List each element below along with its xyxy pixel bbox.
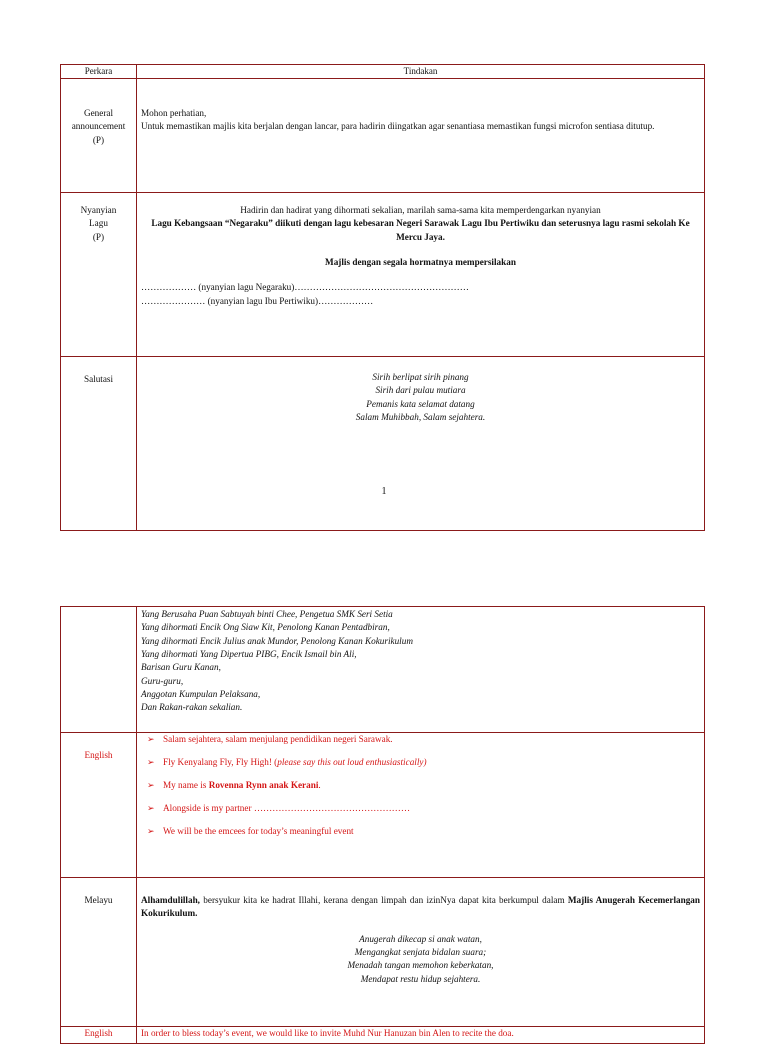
- melayu-content: [137, 878, 705, 1027]
- header-perkara: Perkara: [61, 65, 137, 79]
- poem-line: Sirih dari pulau mutiara: [375, 385, 466, 396]
- general-label: [61, 79, 137, 193]
- greetings-label-empty: [61, 607, 137, 733]
- arrow-bullet-icon: ➢: [147, 734, 155, 744]
- english-item-end: .: [318, 779, 321, 790]
- general-line2: Untuk memastikan majlis kita berjalan dengan lancar, para hadirin diingatkan agar senantiasa memastikan fungsi microfon sentiasa ditutup.: [141, 121, 655, 132]
- greeting-line: Yang Berusaha Puan Sabtuyah binti Chee, Pengetua SMK Seri Setia: [141, 609, 393, 619]
- nyanyian-line2: Lagu Kebangsaan “Negaraku” diikuti dengan lagu kebesaran Negeri Sarawak Lagu Ibu Pertiwiku dan seterusnya lagu rasmi sekolah Ke Mercu Jaya.: [151, 218, 690, 242]
- english-label: English: [61, 733, 137, 878]
- greeting-line: Dan Rakan-rakan sekalian.: [141, 702, 243, 713]
- english-item: [147, 780, 704, 792]
- nyanyian-content: [137, 193, 705, 357]
- label-line: Lagu: [89, 218, 108, 229]
- english-item-text: My name is: [163, 779, 209, 790]
- greeting-line: Barisan Guru Kanan,: [141, 662, 221, 673]
- english-item-note: please say this out loud enthusiastically): [277, 756, 427, 767]
- english-item: [147, 826, 704, 838]
- label-line: General: [83, 108, 114, 119]
- melayu-label: Melayu: [61, 878, 137, 1027]
- header-tindakan: Tindakan: [137, 65, 705, 79]
- general-line1: Mohon perhatian,: [141, 108, 207, 119]
- page-number: 1: [381, 486, 387, 497]
- label-line: Nyanyian: [80, 205, 117, 216]
- poem-line: Anugerah dikecap si anak watan,: [359, 933, 482, 944]
- nyanyian-line1: Hadirin dan hadirat yang dihormati sekalian, marilah sama-sama kita memperdengarkan nyanyian: [240, 205, 601, 216]
- general-content: [137, 79, 705, 193]
- label-line: announcement: [71, 121, 126, 132]
- arrow-bullet-icon: ➢: [147, 825, 155, 836]
- doa-content: [137, 1027, 705, 1044]
- salutasi-label: Salutasi: [61, 357, 137, 531]
- poem-line: Mendapat restu hidup sejahtera.: [360, 973, 481, 984]
- english-item: [147, 757, 704, 769]
- emcee-name: Rovenna Rynn anak Kerani: [208, 779, 319, 790]
- melayu-text: bersyukur kita ke hadrat Illahi, kerana dengan limpah dan izinNya dapat kita berkumpul dalam: [199, 895, 568, 905]
- melayu-paragraph: [141, 894, 700, 921]
- english-item-text: Alongside is my partner ……………………………………………: [163, 802, 411, 813]
- majlis-name: Majlis Anugerah Kecemerlangan Kokurikulum.: [141, 895, 701, 919]
- greeting-line: Anggotan Kumpulan Pelaksana,: [141, 689, 261, 700]
- english-item-text: Fly Kenyalang Fly, Fly High! (: [163, 756, 278, 767]
- english-item-text: We will be the emcees for today’s meaningful event: [163, 825, 354, 836]
- doa-label: English: [61, 1027, 137, 1044]
- poem-line: Menadah tangan memohon keberkatan,: [347, 960, 494, 971]
- nyanyian-line5: ………………… (nyanyian lagu Ibu Pertiwiku)………………: [141, 295, 374, 306]
- arrow-bullet-icon: ➢: [147, 756, 155, 767]
- english-item-text: Salam sejahtera, salam menjulang pendidikan negeri Sarawak.: [163, 734, 393, 744]
- greeting-line: Guru-guru,: [141, 675, 184, 686]
- doa-text: In order to bless today’s event, we would like to invite Muhd Nur Hanuzan bin Alen to recite the doa.: [141, 1028, 514, 1038]
- greeting-line: Yang dihormati Encik Ong Siaw Kit, Penolong Kanan Pentadbiran,: [141, 622, 390, 633]
- nyanyian-label: [61, 193, 137, 357]
- poem-line: Mengangkat senjata bidalan suara;: [354, 947, 487, 958]
- arrow-bullet-icon: ➢: [147, 779, 155, 790]
- label-line: (P): [92, 231, 105, 242]
- english-item: [147, 734, 704, 746]
- poem-line: Sirih berlipat sirih pinang: [372, 372, 469, 383]
- label-line: (P): [92, 134, 105, 145]
- greeting-line: Yang dihormati Encik Julius anak Mundor, Penolong Kanan Kokurikulum: [141, 635, 413, 646]
- english-content: [137, 733, 705, 878]
- english-item: [147, 803, 704, 815]
- agenda-table-page1: [60, 64, 705, 531]
- poem-line: Salam Muhibbah, Salam sejahtera.: [355, 412, 486, 423]
- alhamdulillah-text: Alhamdulillah,: [141, 895, 200, 905]
- salutasi-content: [137, 357, 705, 531]
- greeting-line: Yang dihormati Yang Dipertua PIBG, Encik Ismail bin Ali,: [141, 649, 357, 660]
- greetings-content: [137, 607, 705, 733]
- arrow-bullet-icon: ➢: [147, 802, 155, 813]
- nyanyian-line3: Majlis dengan segala hormatnya mempersilakan: [325, 257, 516, 268]
- nyanyian-line4: ……………… (nyanyian lagu Negaraku)…………………………………………………: [141, 282, 469, 293]
- english-list: [137, 733, 704, 838]
- agenda-table-page2: [60, 606, 705, 1044]
- poem-line: Pemanis kata selamat datang: [366, 398, 475, 409]
